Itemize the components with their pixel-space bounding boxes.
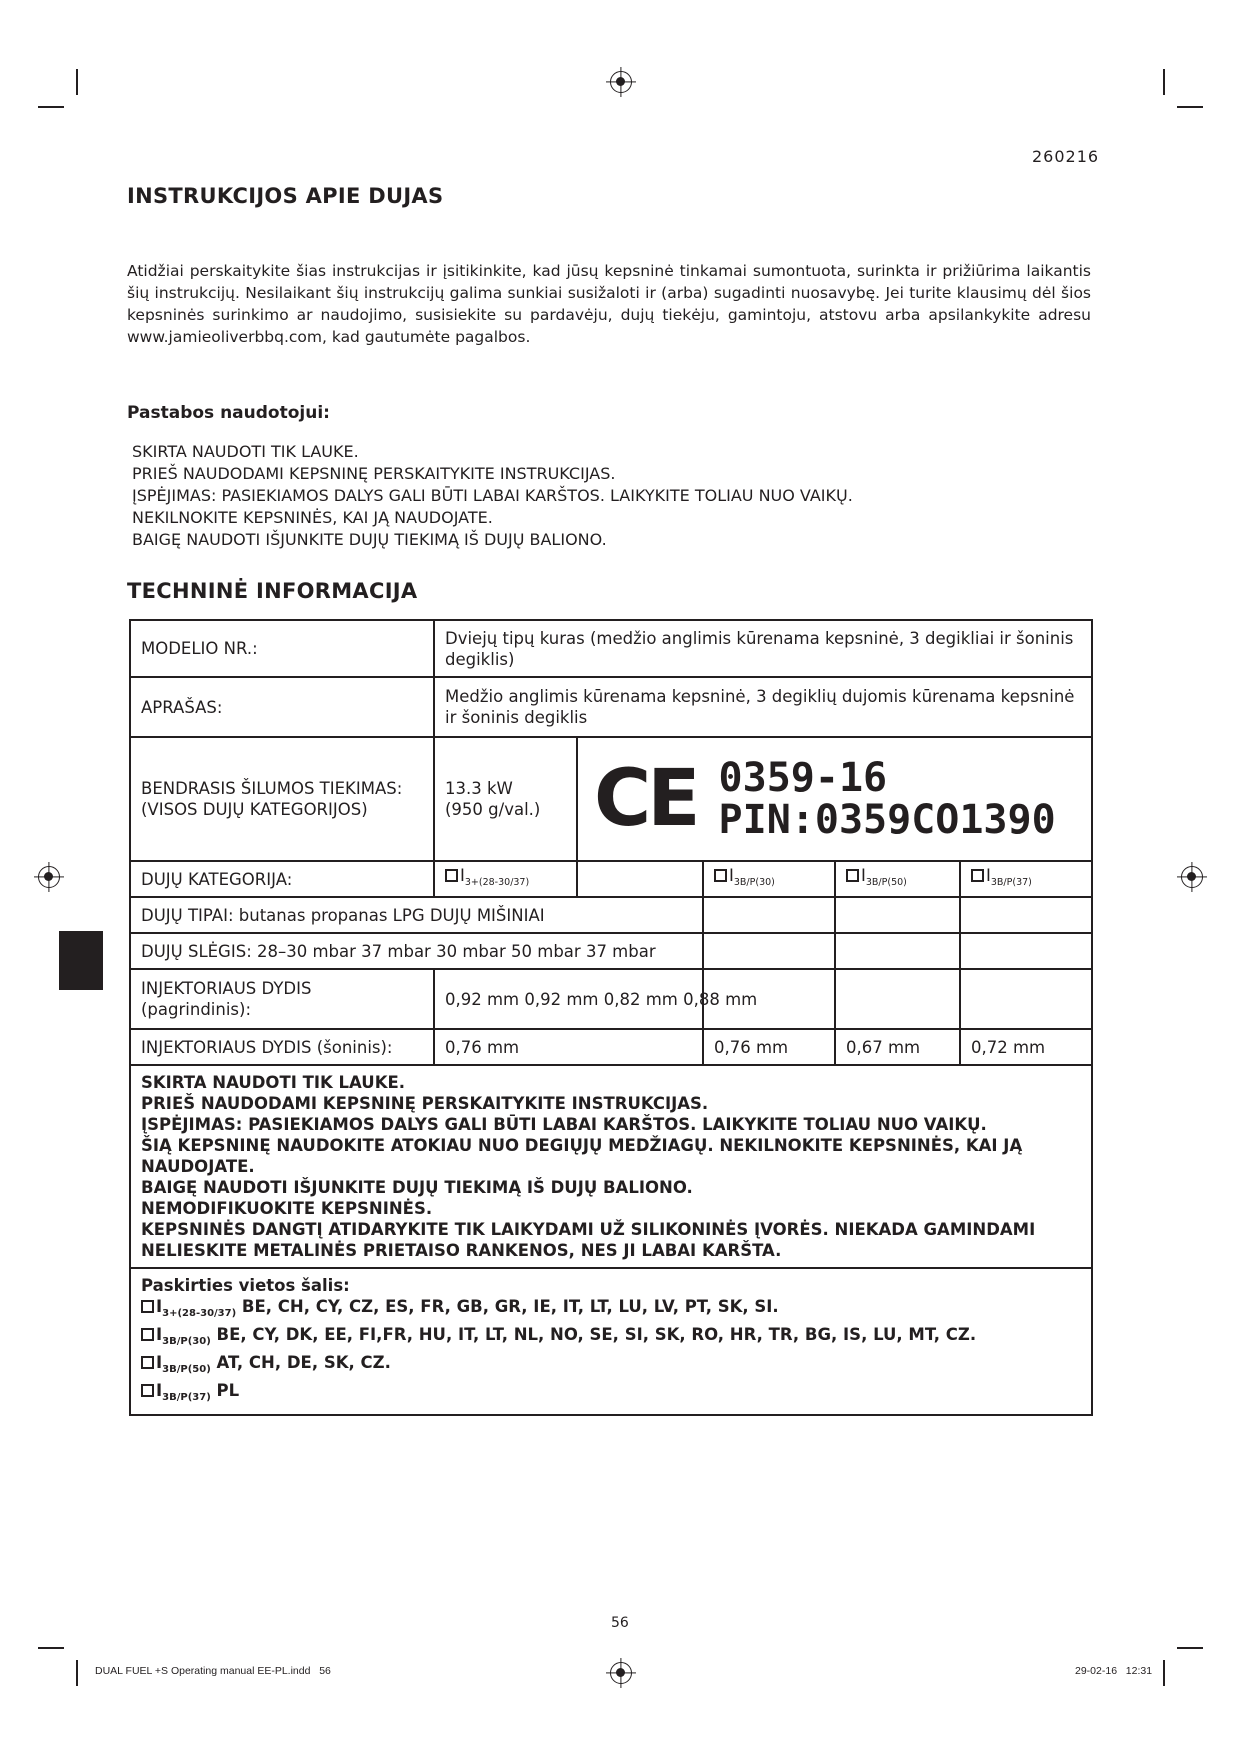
warning-line: ĮSPĖJIMAS: PASIEKIAMOS DALYS GALI BŪTI LABAI KARŠTOS. LAIKYKITE TOLIAU NUO VAIKŲ.: [141, 1115, 987, 1134]
category-subscript: 3B/P(37): [990, 877, 1032, 888]
injector-side-label: INJEKTORIAUS DYDIS (šoninis):: [130, 1029, 434, 1065]
injector-side-value: 0,72 mm: [960, 1029, 1092, 1065]
destination-title: Paskirties vietos šalis:: [141, 1276, 350, 1295]
document-code: 260216: [1032, 147, 1100, 166]
warning-line: ŠIĄ KEPSNINĘ NAUDOKITE ATOKIAU NUO DEGIŲJŲ MEDŽIAGŲ. NEKILNOKITE KEPSNINĖS, KAI JĄ NAUDOJATE.: [141, 1136, 1023, 1176]
crop-mark: [76, 69, 78, 95]
category-subscript: 3+(28-30/37): [162, 1308, 237, 1319]
gas-category-cell: [434, 861, 577, 897]
checkbox-icon: [714, 869, 727, 882]
warning-line: NEMODIFIKUOKITE KEPSNINĖS.: [141, 1199, 433, 1218]
checkbox-icon: [971, 869, 984, 882]
empty-cell: [835, 969, 960, 1029]
user-note: PRIEŠ NAUDODAMI KEPSNINĘ PERSKAITYKITE INSTRUKCIJAS.: [132, 464, 616, 483]
destination-line: [141, 1324, 1081, 1352]
description-label: APRAŠAS:: [130, 677, 434, 737]
crop-mark: [76, 1660, 78, 1686]
heat-input-gph: (950 g/val.): [445, 800, 541, 819]
destination-line: [141, 1352, 1081, 1380]
category-code: I: [156, 1325, 163, 1344]
heat-input-label-line: BENDRASIS ŠILUMOS TIEKIMAS:: [141, 779, 403, 798]
destination-countries: [130, 1268, 1092, 1415]
checkbox-icon: [141, 1384, 154, 1397]
table-row: [130, 1268, 1092, 1415]
gas-instructions-heading: INSTRUKCIJOS APIE DUJAS: [127, 184, 444, 208]
injector-main-label-line: (pagrindinis):: [141, 1000, 252, 1019]
warning-line: SKIRTA NAUDOTI TIK LAUKE.: [141, 1073, 406, 1092]
category-code: I: [460, 866, 465, 885]
heat-input-kw: 13.3 kW: [445, 779, 513, 798]
gas-pressure: DUJŲ SLĖGIS: 28–30 mbar 37 mbar 30 mbar 50 mbar 37 mbar: [130, 933, 703, 969]
injector-main-values: 0,92 mm 0,92 mm 0,82 mm 0,88 mm: [434, 969, 703, 1029]
crop-mark: [1177, 106, 1203, 108]
category-subscript: 3B/P(30): [162, 1336, 211, 1347]
user-notes-list: [132, 441, 853, 551]
country-list: BE, CY, DK, EE, FI,FR, HU, IT, LT, NL, NO, SE, SI, SK, RO, HR, TR, BG, IS, LU, MT, CZ.: [216, 1325, 977, 1344]
crop-mark: [1177, 1647, 1203, 1649]
user-notes-title: Pastabos naudotojui:: [127, 403, 330, 423]
empty-cell: [835, 933, 960, 969]
country-list: PL: [216, 1381, 240, 1400]
country-list: AT, CH, DE, SK, CZ.: [216, 1353, 391, 1372]
user-note: SKIRTA NAUDOTI TIK LAUKE.: [132, 442, 359, 461]
user-note: ĮSPĖJIMAS: PASIEKIAMOS DALYS GALI BŪTI LABAI KARŠTOS. LAIKYKITE TOLIAU NUO VAIKŲ.: [132, 486, 853, 505]
category-code: I: [156, 1381, 163, 1400]
empty-cell: [703, 897, 835, 933]
category-subscript: 3B/P(37): [162, 1392, 211, 1403]
intro-paragraph: Atidžiai perskaitykite šias instrukcijas ir įsitikinkite, kad jūsų kepsninė tinkamai sumontuota, surinkta ir prižiūrima laikantis šių instrukcijų. Nesilaikant šių instrukcijų galima sunkiai susižaloti ir (arba) sugadinti nuosavybę. Jei turite klausimų dėl šios kepsninės surinkimo ar naudojimo, susisiekite su pardavėju, dujų tiekėju, gamintoju, atstovu arba apsilankykite adresu www.jamieoliverbbq.com, kad gautumėte pagalbos.: [127, 262, 1091, 346]
model-value: Dviejų tipų kuras (medžio anglimis kūrenama kepsninė, 3 degikliai ir šoninis degiklis): [434, 620, 1092, 677]
registration-mark-icon: [38, 866, 60, 888]
checkbox-icon: [141, 1328, 154, 1341]
table-row: [130, 1029, 1092, 1065]
gas-category-cell: [960, 861, 1092, 897]
description-value: Medžio anglimis kūrenama kepsninė, 3 degiklių dujomis kūrenama kepsninė ir šoninis degiklis: [434, 677, 1092, 737]
checkbox-icon: [846, 869, 859, 882]
category-code: I: [729, 866, 734, 885]
heat-input-value: [434, 737, 577, 861]
technical-info-table: [129, 619, 1093, 1416]
crop-mark: [1163, 69, 1165, 95]
heat-input-label: [130, 737, 434, 861]
gas-category-label: DUJŲ KATEGORIJA:: [130, 861, 434, 897]
empty-cell: [960, 933, 1092, 969]
table-row: [130, 897, 1092, 933]
ce-certification-text: [719, 757, 1056, 841]
table-row: [130, 737, 1092, 861]
table-row: [130, 620, 1092, 677]
checkbox-icon: [141, 1300, 154, 1313]
ce-notified-body-number: 0359-16: [718, 755, 888, 801]
crop-mark: [38, 1647, 64, 1649]
table-row: [130, 933, 1092, 969]
heat-input-label-line: (VISOS DUJŲ KATEGORIJOS): [141, 800, 368, 819]
injector-side-value: 0,76 mm: [703, 1029, 835, 1065]
category-subscript: 3B/P(50): [865, 877, 907, 888]
injector-side-value: 0,76 mm: [434, 1029, 703, 1065]
checkbox-icon: [141, 1356, 154, 1369]
empty-cell: [835, 897, 960, 933]
crop-mark: [1163, 1660, 1165, 1686]
category-code: I: [986, 866, 991, 885]
injector-main-label: [130, 969, 434, 1029]
table-row: [130, 1065, 1092, 1268]
model-label: MODELIO NR.:: [130, 620, 434, 677]
table-row: [130, 861, 1092, 897]
user-note: BAIGĘ NAUDOTI IŠJUNKITE DUJŲ TIEKIMĄ IŠ DUJŲ BALIONO.: [132, 530, 607, 549]
ce-mark-logo: CE: [594, 754, 697, 844]
registration-mark-icon: [610, 71, 632, 93]
gas-category-cell: [703, 861, 835, 897]
warning-line: BAIGĘ NAUDOTI IŠJUNKITE DUJŲ TIEKIMĄ IŠ DUJŲ BALIONO.: [141, 1178, 693, 1197]
injector-main-label-line: INJEKTORIAUS DYDIS: [141, 979, 312, 998]
user-note: NEKILNOKITE KEPSNINĖS, KAI JĄ NAUDOJATE.: [132, 508, 493, 527]
injector-side-value: 0,67 mm: [835, 1029, 960, 1065]
section-tab-marker: [59, 931, 103, 990]
category-subscript: 3B/P(50): [162, 1364, 211, 1375]
destination-line: [141, 1380, 1081, 1408]
empty-cell: [703, 933, 835, 969]
gas-category-cell: [835, 861, 960, 897]
ce-pin-number: PIN:0359CO1390: [718, 797, 1056, 843]
country-list: BE, CH, CY, CZ, ES, FR, GB, GR, IE, IT, LT, LU, LV, PT, SK, SI.: [241, 1297, 779, 1316]
table-row: [130, 969, 1092, 1029]
crop-mark: [38, 106, 64, 108]
footer-filename: DUAL FUEL +S Operating manual EE-PL.indd 56: [95, 1665, 331, 1677]
ce-certification-cell: [577, 737, 1092, 861]
page-number: 56: [611, 1615, 629, 1631]
category-code: I: [861, 866, 866, 885]
safety-warnings: [130, 1065, 1092, 1268]
table-row: [130, 677, 1092, 737]
empty-cell: [960, 969, 1092, 1029]
registration-mark-icon: [1181, 866, 1203, 888]
empty-cell: [577, 861, 703, 897]
registration-mark-icon: [610, 1662, 632, 1684]
gas-types: DUJŲ TIPAI: butanas propanas LPG DUJŲ MIŠINIAI: [130, 897, 703, 933]
destination-line: [141, 1296, 1081, 1324]
category-subscript: 3B/P(30): [733, 877, 775, 888]
warning-line: PRIEŠ NAUDODAMI KEPSNINĘ PERSKAITYKITE INSTRUKCIJAS.: [141, 1094, 709, 1113]
empty-cell: [960, 897, 1092, 933]
footer-date: 29-02-16 12:31: [1075, 1665, 1153, 1677]
category-code: I: [156, 1297, 163, 1316]
technical-info-heading: TECHNINĖ INFORMACIJA: [127, 579, 418, 603]
category-code: I: [156, 1353, 163, 1372]
checkbox-icon: [445, 869, 458, 882]
category-subscript: 3+(28-30/37): [464, 877, 530, 888]
warning-line: KEPSNINĖS DANGTĮ ATIDARYKITE TIK LAIKYDAMI UŽ SILIKONINĖS ĮVORĖS. NIEKADA GAMINDAMI NELIESKITE METALINĖS PRIETAISO RANKENOS, NES JI LABAI KARŠTA.: [141, 1220, 1036, 1260]
